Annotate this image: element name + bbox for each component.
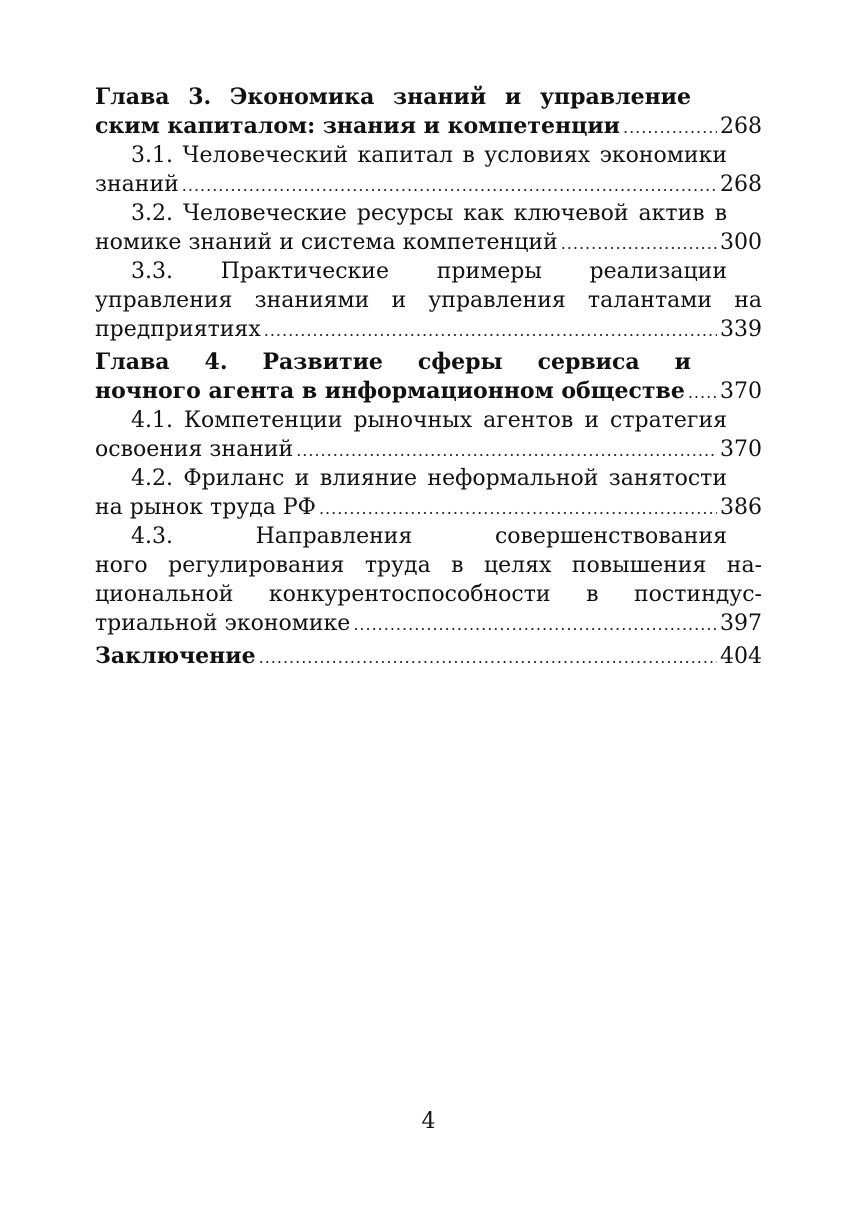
toc-page-number: 397 <box>720 611 762 636</box>
dot-leader <box>182 171 717 199</box>
toc-entry-section-4-2 <box>95 464 762 522</box>
toc-entry-title: 4.3. Направления совершенствования <box>131 524 727 549</box>
toc-page-number: 370 <box>720 437 762 462</box>
toc-page-number: 268 <box>720 114 762 139</box>
toc-entry-last-line <box>95 377 762 406</box>
toc-entry-title: Глава 3. Экономика знаний и управление <box>95 84 691 110</box>
toc-entry-last-line <box>95 170 762 199</box>
toc-entry-last-line <box>95 609 762 638</box>
dot-leader <box>561 229 717 257</box>
toc-entry-title: управления знаниями и управления талантами на <box>95 288 762 313</box>
toc-entry-last-line <box>95 315 762 344</box>
toc-entry-title: ским капиталом: знания и компетенции <box>95 113 620 139</box>
dot-leader <box>623 113 717 141</box>
dot-leader <box>296 436 717 464</box>
dot-leader <box>319 494 717 522</box>
dot-leader <box>264 316 717 344</box>
toc-entry-last-line <box>95 642 762 671</box>
toc-entry-chapter-4 <box>95 348 762 406</box>
toc-entry-title: ного регулирования труда в целях повышения на- <box>95 553 762 578</box>
toc-entry-title: Заключение <box>95 643 256 669</box>
toc-entry-title: на рынок труда РФ <box>95 495 316 520</box>
toc-entry-title: 3.1. Человеческий капитал в условиях экономики <box>131 143 727 168</box>
toc-entry-title: предприятиях <box>95 317 261 342</box>
toc-entry-title: 3.2. Человеческие ресурсы как ключевой актив в <box>131 201 727 226</box>
toc-page-number: 268 <box>720 172 762 197</box>
toc-page-number: 339 <box>720 317 762 342</box>
toc-page-number: 404 <box>720 644 762 669</box>
toc-entry-conclusion <box>95 642 762 671</box>
toc-entry-last-line <box>95 228 762 257</box>
toc-entry-title: 3.3. Практические примеры реализации <box>131 259 727 284</box>
toc-entry-section-3-3 <box>95 257 762 344</box>
toc-page-number: 370 <box>720 379 762 404</box>
toc-entry-last-line <box>95 435 762 464</box>
toc-entry-last-line <box>95 112 762 141</box>
table-of-contents <box>95 83 762 671</box>
toc-entry-title: 4.2. Фриланс и влияние неформальной занятости <box>131 466 727 491</box>
toc-entry-title: 4.1. Компетенции рыночных агентов и стратегия <box>131 408 727 433</box>
toc-entry-section-4-1 <box>95 406 762 464</box>
dot-leader <box>688 378 717 406</box>
dot-leader <box>259 643 717 671</box>
page-number: 4 <box>421 1109 436 1134</box>
toc-entry-section-3-1 <box>95 141 762 199</box>
toc-entry-section-3-2 <box>95 199 762 257</box>
toc-page-number: 300 <box>720 230 762 255</box>
toc-entry-title: триальной экономике <box>95 611 351 636</box>
toc-page-number: 386 <box>720 495 762 520</box>
toc-entry-title: ночного агента в информационном обществе <box>95 378 685 404</box>
toc-entry-last-line <box>95 493 762 522</box>
toc-entry-section-4-3 <box>95 522 762 638</box>
toc-entry-title: знаний <box>95 172 179 197</box>
toc-entry-title: Глава 4. Развитие сферы сервиса и <box>95 349 691 375</box>
toc-entry-chapter-3 <box>95 83 762 141</box>
toc-entry-title: циональной конкурентоспособности в постиндус- <box>95 582 762 607</box>
toc-entry-title: освоения знаний <box>95 437 294 462</box>
toc-entry-title: номике знаний и система компетенций <box>95 230 558 255</box>
dot-leader <box>353 610 717 638</box>
